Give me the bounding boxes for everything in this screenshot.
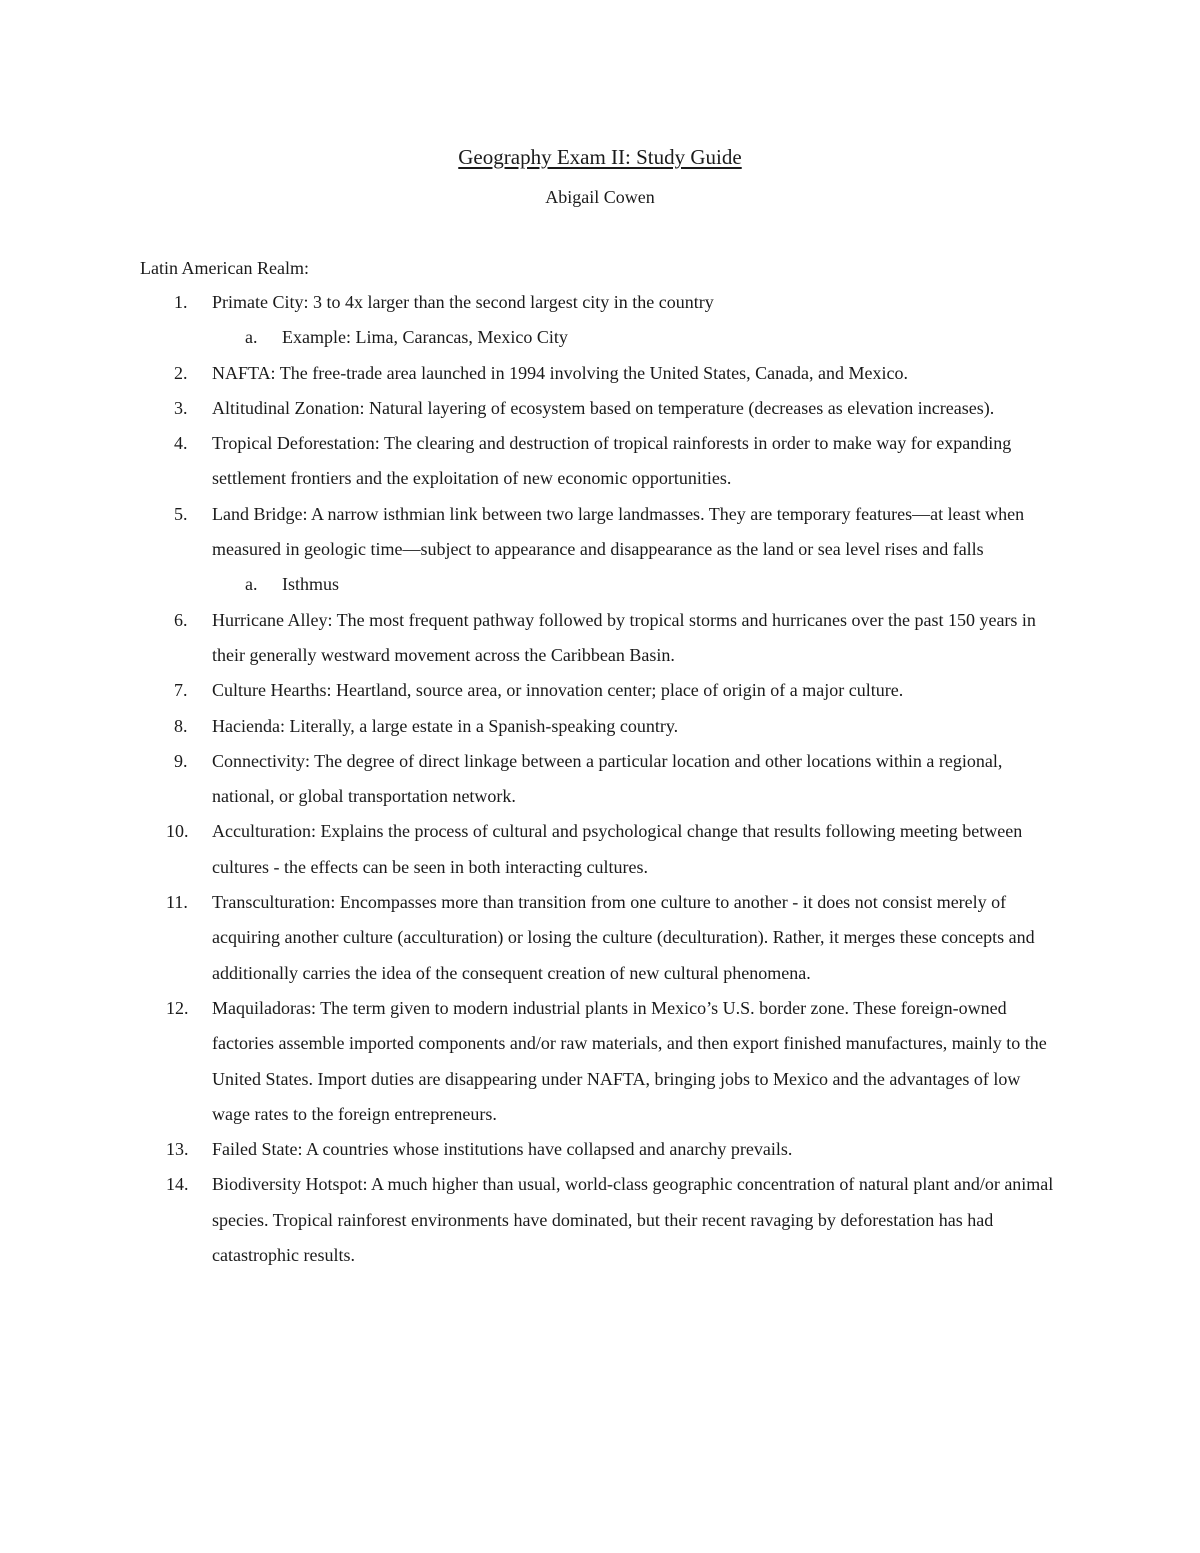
term-list [140,285,1060,1273]
item-number: 11. [166,892,188,913]
item-number: 5. [174,503,188,524]
item-number: 2. [174,362,188,383]
item-number: 7. [174,680,188,701]
item-number: 10. [166,821,189,842]
item-text: Biodiversity Hotspot: A much higher than usual, world-class geographic concentration of natural plant and/or animal species. Tropical rainforest environments have dominated, but their recent ravaging by deforestation has had catastrophic results. [212,1174,1054,1266]
document-author: Abigail Cowen [545,187,655,207]
list-item [140,497,1060,568]
item-text: Culture Hearths: Heartland, source area, or innovation center; place of origin of a major culture. [212,680,904,701]
item-text: Altitudinal Zonation: Natural layering of ecosystem based on temperature (decreases as elevation increases). [212,397,995,418]
item-text: Acculturation: Explains the process of cultural and psychological change that results following meeting between cultures - the effects can be seen in both interacting cultures. [212,821,1023,877]
sub-item-letter: a. [245,574,258,595]
item-number: 12. [166,997,189,1018]
list-item [140,285,1060,320]
sub-item-text: Isthmus [282,574,340,595]
sub-list-item [140,320,1060,355]
item-text: Land Bridge: A narrow isthmian link between two large landmasses. They are temporary features—at least when measured in geologic time—subject to appearance and disappearance as the land or sea level rises and falls [212,503,1025,560]
list-item [140,426,1060,497]
sub-list-item [140,567,1060,602]
item-text: Transculturation: Encompasses more than transition from one culture to another - it does not consist merely of acquiring another culture (acculturation) or losing the culture (deculturation). Rather, it merges these concepts and additionally carries the idea of the consequent creation of new cultural phenomena. [212,892,1035,983]
list-item [140,885,1060,991]
item-number: 6. [174,609,188,630]
item-text: Failed State: A countries whose institutions have collapsed and anarchy prevails. [212,1139,793,1160]
list-item [140,744,1060,815]
item-text: Tropical Deforestation: The clearing and destruction of tropical rainforests in order to make way for expanding settlement frontiers and the exploitation of new economic opportunities. [212,433,1012,489]
section-heading: Latin American Realm: [140,258,309,278]
list-item [140,1167,1060,1273]
item-text: Maquiladoras: The term given to modern industrial plants in Mexico’s U.S. border zone. These foreign-owned factories assemble imported components and/or raw materials, and then export finished manufactures, mainly to the United States. Import duties are disappearing under NAFTA, bringing jobs to Mexico and the advantages of low wage rates to the foreign entrepreneurs. [212,997,1047,1124]
item-number: 13. [166,1139,189,1160]
sub-item-letter: a. [245,327,258,348]
list-item [140,991,1060,1132]
item-text: Hacienda: Literally, a large estate in a Spanish-speaking country. [212,715,679,736]
item-number: 3. [174,397,188,418]
item-number: 8. [174,715,188,736]
list-item [140,814,1060,885]
item-text: Hurricane Alley: The most frequent pathway followed by tropical storms and hurricanes over the past 150 years in their generally westward movement across the Caribbean Basin. [212,609,1036,665]
item-text: Connectivity: The degree of direct linkage between a particular location and other locations within a regional, national, or global transportation network. [212,750,1003,807]
list-item [140,1132,1060,1167]
item-number: 14. [166,1174,189,1195]
item-text: NAFTA: The free-trade area launched in 1994 involving the United States, Canada, and Mexico. [212,362,909,383]
list-item [140,673,1060,708]
item-number: 9. [174,750,188,771]
list-item [140,356,1060,391]
list-item [140,391,1060,426]
list-item [140,709,1060,744]
item-text: Primate City: 3 to 4x larger than the second largest city in the country [212,292,714,312]
list-item [140,603,1060,674]
document-title: Geography Exam II: Study Guide [458,145,742,169]
item-number: 1. [174,292,188,312]
item-number: 4. [174,433,188,454]
sub-item-text: Example: Lima, Carancas, Mexico City [282,327,568,348]
